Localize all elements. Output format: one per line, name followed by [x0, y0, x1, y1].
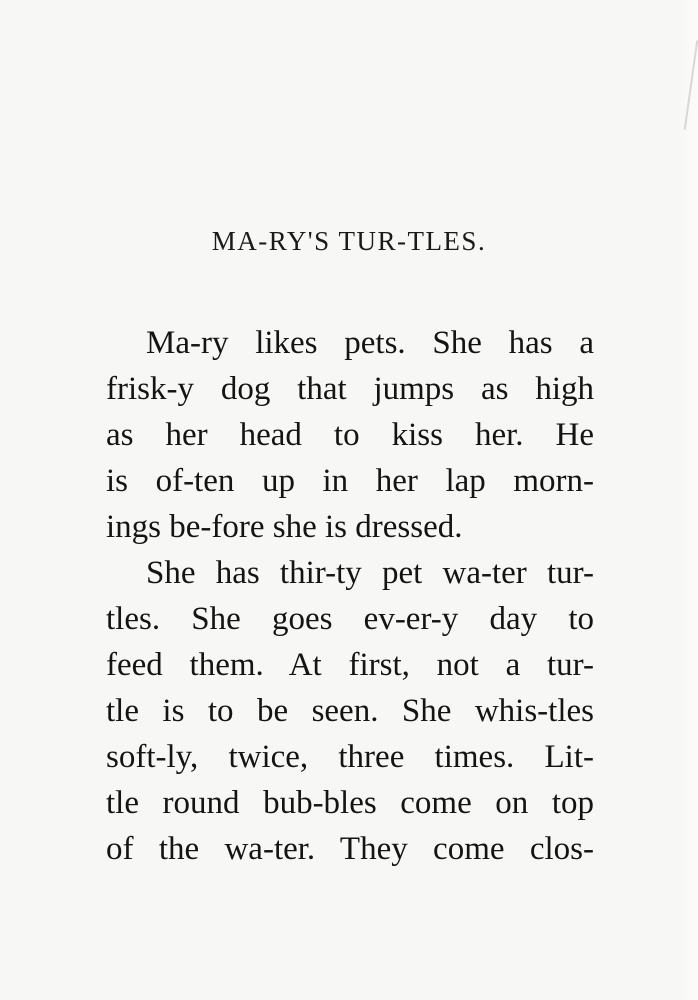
- story-text: [106, 320, 594, 872]
- text-line: She has thir-ty pet wa-ter tur-: [146, 555, 594, 591]
- text-line: Ma-ry likes pets. She has a: [146, 325, 594, 361]
- chapter-title: MA-RY'S TUR-TLES.: [211, 226, 487, 256]
- page-edge-shade: [676, 0, 698, 1000]
- text-line: tle round bub-bles come on top: [106, 785, 594, 821]
- text-line: tles. She goes ev-er-y day to: [106, 601, 594, 637]
- text-line: feed them. At first, not a tur-: [106, 647, 594, 683]
- text-line: is of-ten up in her lap morn-: [106, 463, 594, 499]
- text-line: ings be-fore she is dressed.: [106, 509, 463, 545]
- text-line: tle is to be seen. She whis-tles: [106, 693, 594, 729]
- text-line: frisk-y dog that jumps as high: [106, 371, 594, 407]
- text-line: as her head to kiss her. He: [106, 417, 594, 453]
- text-line: of the wa-ter. They come clos-: [106, 831, 594, 867]
- text-line: soft-ly, twice, three times. Lit-: [106, 739, 594, 775]
